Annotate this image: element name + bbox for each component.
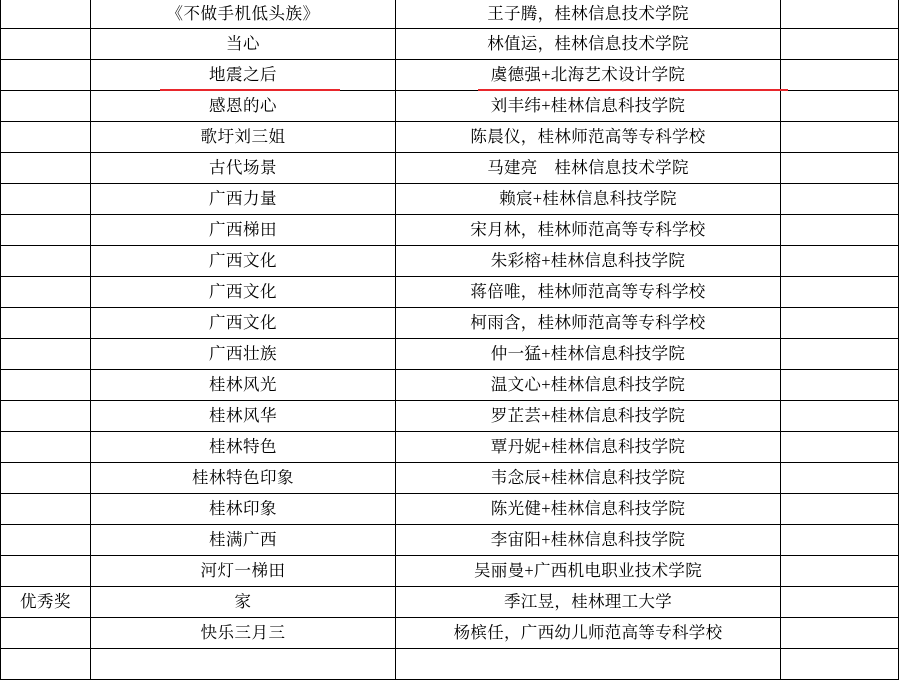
prize-cell <box>1 215 91 246</box>
prize-cell <box>1 401 91 432</box>
work-title-cell: 桂林印象 <box>91 494 396 525</box>
prize-cell <box>1 525 91 556</box>
work-title-cell: 广西文化 <box>91 246 396 277</box>
prize-cell <box>1 339 91 370</box>
work-title-cell: 广西文化 <box>91 308 396 339</box>
prize-cell <box>1 277 91 308</box>
work-author-cell: 韦念辰+桂林信息科技学院 <box>396 463 781 494</box>
table-row <box>1 215 899 246</box>
work-author-cell: 虞德强+北海艺术设计学院 <box>396 60 781 91</box>
table-row <box>1 29 899 60</box>
prize-cell <box>1 246 91 277</box>
table-row-partial <box>1 649 899 680</box>
award-table-body <box>1 0 899 680</box>
prize-cell <box>1 370 91 401</box>
work-author-cell: 王子腾，桂林信息技术学院 <box>396 0 781 29</box>
work-author-cell <box>396 649 781 680</box>
prize-cell <box>1 556 91 587</box>
spacer-cell <box>781 153 899 184</box>
work-author-cell: 仲一猛+桂林信息科技学院 <box>396 339 781 370</box>
spacer-cell <box>781 91 899 122</box>
table-row <box>1 308 899 339</box>
prize-label-cell: 优秀奖 <box>1 587 91 618</box>
work-author-cell: 吴丽曼+广西机电职业技术学院 <box>396 556 781 587</box>
table-row <box>1 556 899 587</box>
spacer-cell <box>781 525 899 556</box>
table-row <box>1 277 899 308</box>
table-row <box>1 339 899 370</box>
work-author-cell: 林值运，桂林信息技术学院 <box>396 29 781 60</box>
work-title-cell: 桂林特色 <box>91 432 396 463</box>
spacer-cell <box>781 432 899 463</box>
work-title-cell: 歌圩刘三姐 <box>91 122 396 153</box>
work-author-cell: 马建亮 桂林信息技术学院 <box>396 153 781 184</box>
prize-cell <box>1 649 91 680</box>
work-title-cell: 广西梯田 <box>91 215 396 246</box>
work-title-cell: 桂林风光 <box>91 370 396 401</box>
spacer-cell <box>781 29 899 60</box>
spacer-cell <box>781 370 899 401</box>
red-underline-title <box>160 89 340 91</box>
work-title-cell: 桂林特色印象 <box>91 463 396 494</box>
work-title-cell: 桂满广西 <box>91 525 396 556</box>
prize-cell <box>1 463 91 494</box>
table-row <box>1 494 899 525</box>
work-title-cell: 当心 <box>91 29 396 60</box>
red-underline-author <box>478 89 788 91</box>
spacer-cell <box>781 122 899 153</box>
prize-cell <box>1 29 91 60</box>
prize-cell <box>1 494 91 525</box>
table-row <box>1 525 899 556</box>
work-title-cell: 古代场景 <box>91 153 396 184</box>
spacer-cell <box>781 215 899 246</box>
work-author-cell: 柯雨含，桂林师范高等专科学校 <box>396 308 781 339</box>
work-title-cell: 家 <box>91 587 396 618</box>
spacer-cell <box>781 401 899 432</box>
table-row <box>1 432 899 463</box>
prize-cell <box>1 91 91 122</box>
work-title-cell: 地震之后 <box>91 60 396 91</box>
work-author-cell: 杨槟任，广西幼儿师范高等专科学校 <box>396 618 781 649</box>
spacer-cell <box>781 618 899 649</box>
work-title-cell <box>91 649 396 680</box>
table-row <box>1 246 899 277</box>
spacer-cell <box>781 246 899 277</box>
work-author-cell: 罗芷芸+桂林信息科技学院 <box>396 401 781 432</box>
work-author-cell: 宋月林，桂林师范高等专科学校 <box>396 215 781 246</box>
work-title-cell: 桂林风华 <box>91 401 396 432</box>
table-row <box>1 184 899 215</box>
spacer-cell <box>781 494 899 525</box>
table-row <box>1 153 899 184</box>
spacer-cell <box>781 463 899 494</box>
prize-cell <box>1 184 91 215</box>
work-author-cell: 赖宸+桂林信息科技学院 <box>396 184 781 215</box>
table-row <box>1 401 899 432</box>
table-row <box>1 122 899 153</box>
table-row <box>1 618 899 649</box>
spacer-cell <box>781 60 899 91</box>
work-title-cell: 广西文化 <box>91 277 396 308</box>
work-title-cell: 广西力量 <box>91 184 396 215</box>
spacer-cell <box>781 587 899 618</box>
spacer-cell <box>781 649 899 680</box>
work-author-cell: 李宙阳+桂林信息科技学院 <box>396 525 781 556</box>
work-author-cell: 季江昱，桂林理工大学 <box>396 587 781 618</box>
spacer-cell <box>781 277 899 308</box>
prize-cell <box>1 122 91 153</box>
work-author-cell: 陈晨仪，桂林师范高等专科学校 <box>396 122 781 153</box>
prize-cell <box>1 618 91 649</box>
prize-cell <box>1 308 91 339</box>
table-row <box>1 0 899 29</box>
work-author-cell: 蒋倍唯，桂林师范高等专科学校 <box>396 277 781 308</box>
work-author-cell: 覃丹妮+桂林信息科技学院 <box>396 432 781 463</box>
prize-cell <box>1 153 91 184</box>
work-title-cell: 河灯一梯田 <box>91 556 396 587</box>
prize-cell <box>1 432 91 463</box>
spacer-cell <box>781 184 899 215</box>
work-author-cell: 刘丰纬+桂林信息科技学院 <box>396 91 781 122</box>
work-author-cell: 陈光健+桂林信息科技学院 <box>396 494 781 525</box>
table-row-highlighted <box>1 60 899 91</box>
prize-cell <box>1 60 91 91</box>
work-author-cell: 朱彩榕+桂林信息科技学院 <box>396 246 781 277</box>
prize-cell <box>1 0 91 29</box>
work-title-cell: 广西壮族 <box>91 339 396 370</box>
spacer-cell <box>781 556 899 587</box>
spacer-cell <box>781 0 899 29</box>
work-title-cell: 感恩的心 <box>91 91 396 122</box>
work-title-cell: 快乐三月三 <box>91 618 396 649</box>
table-row <box>1 91 899 122</box>
table-row <box>1 370 899 401</box>
table-row <box>1 463 899 494</box>
work-author-cell: 温文心+桂林信息科技学院 <box>396 370 781 401</box>
spacer-cell <box>781 308 899 339</box>
spacer-cell <box>781 339 899 370</box>
work-title-cell: 《不做手机低头族》 <box>91 0 396 29</box>
table-row <box>1 587 899 618</box>
